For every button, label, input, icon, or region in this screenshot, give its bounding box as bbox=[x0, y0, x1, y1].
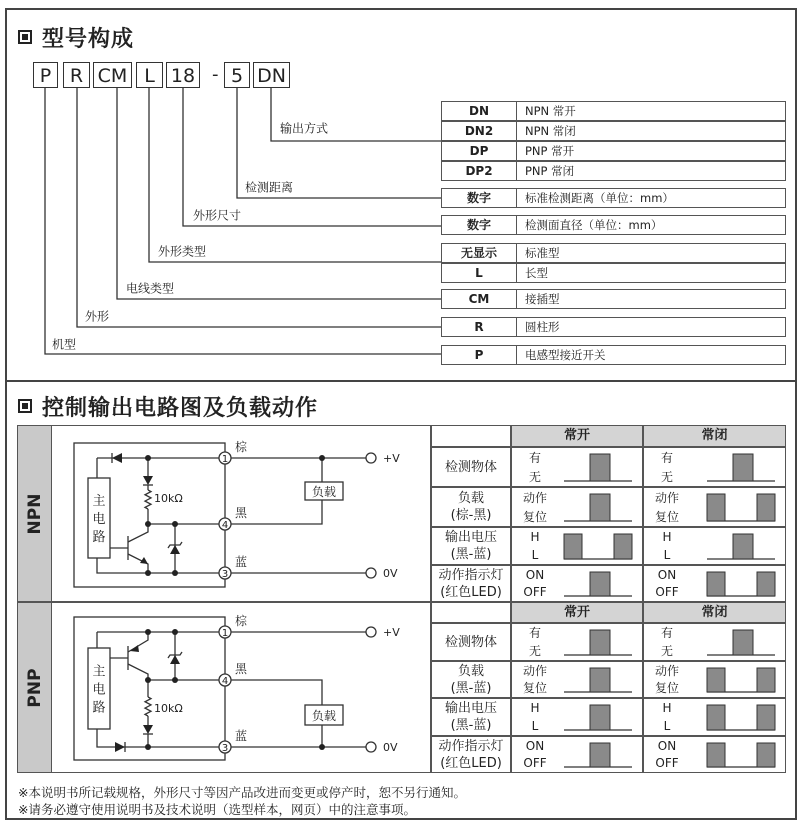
option-description: 电感型接近开关 bbox=[525, 348, 606, 362]
zener-diode-icon bbox=[170, 655, 180, 664]
wire-color-label: 蓝 bbox=[235, 729, 248, 743]
option-code: L bbox=[442, 264, 517, 282]
model-part-box: 5 bbox=[224, 62, 250, 88]
pin-number: 1 bbox=[221, 454, 229, 465]
load-label: 负载 bbox=[311, 485, 337, 499]
supply-label: 0V bbox=[383, 741, 398, 754]
state-label: H bbox=[530, 530, 540, 544]
state-label: H bbox=[662, 701, 672, 715]
state-label: 复位 bbox=[522, 681, 547, 696]
pin-number: 1 bbox=[221, 628, 229, 639]
junction-dot bbox=[319, 455, 325, 461]
junction-dot bbox=[172, 570, 178, 576]
model-part-box: 18 bbox=[166, 62, 200, 88]
undefined bbox=[231, 680, 322, 705]
model-group-label: 外形 bbox=[85, 309, 110, 324]
band-label: NPN bbox=[24, 493, 45, 534]
state-label: L bbox=[531, 719, 539, 733]
pin-number: 3 bbox=[221, 569, 229, 580]
option-code: DN2 bbox=[442, 122, 517, 140]
leader-line bbox=[183, 88, 441, 226]
row-label-line: 检测物体 bbox=[444, 634, 497, 650]
option-code: 数字 bbox=[442, 189, 517, 207]
normally-open-header: 常开 bbox=[511, 425, 643, 447]
state-label: L bbox=[663, 548, 671, 562]
state-label: 无 bbox=[660, 644, 673, 658]
state-label: 复位 bbox=[522, 509, 547, 524]
state-label: ON bbox=[657, 738, 677, 753]
state-label: L bbox=[531, 548, 539, 562]
model-part-box: R bbox=[63, 62, 90, 88]
leader-line bbox=[117, 88, 441, 299]
state-label: 动作 bbox=[522, 490, 547, 505]
junction-dot bbox=[145, 677, 151, 683]
row-label-line: 检测物体 bbox=[444, 459, 497, 475]
option-description: 接插型 bbox=[525, 292, 560, 306]
row-label-line: (红色LED) bbox=[440, 755, 502, 771]
wire-color-label: 棕 bbox=[235, 440, 248, 454]
diode-icon bbox=[143, 725, 153, 734]
row-label-line: (棕-黑) bbox=[450, 508, 492, 523]
wire-color-label: 黑 bbox=[235, 662, 248, 676]
state-label: L bbox=[663, 719, 671, 733]
option-description: NPN 常闭 bbox=[525, 124, 576, 138]
wire-color-label: 棕 bbox=[235, 614, 248, 628]
option-code: P bbox=[442, 346, 517, 364]
state-label: 有 bbox=[528, 450, 541, 465]
option-description: 检测面直径（单位：mm） bbox=[525, 218, 663, 232]
leader-line bbox=[45, 88, 441, 354]
main-circuit-label: 主 bbox=[92, 664, 106, 680]
state-label: H bbox=[530, 701, 540, 715]
junction-dot bbox=[172, 521, 178, 527]
resistor-label: 10kΩ bbox=[154, 702, 183, 715]
state-label: 有 bbox=[660, 626, 673, 640]
junction-dot bbox=[145, 455, 151, 461]
option-description: 长型 bbox=[525, 266, 548, 280]
row-label-line: 负载 bbox=[457, 491, 484, 506]
state-label: ON bbox=[525, 738, 545, 753]
supply-terminal-icon bbox=[366, 568, 376, 578]
state-label: 无 bbox=[528, 469, 541, 484]
main-circuit-label: 主 bbox=[92, 494, 106, 509]
transistor-collector bbox=[128, 664, 148, 680]
state-label: 复位 bbox=[654, 509, 679, 524]
supply-terminal-icon bbox=[366, 742, 376, 752]
option-description: 标准检测距离（单位：mm） bbox=[525, 191, 674, 205]
state-label: OFF bbox=[655, 585, 679, 600]
option-code: 无显示 bbox=[442, 244, 517, 262]
option-code: 数字 bbox=[442, 216, 517, 234]
option-code: DN bbox=[442, 102, 517, 120]
state-label: 无 bbox=[528, 644, 541, 658]
leader-line bbox=[77, 88, 441, 327]
resistor-icon bbox=[145, 490, 151, 509]
normally-open-header: 常开 bbox=[511, 602, 643, 623]
option-code: R bbox=[442, 318, 517, 336]
supply-label: 0V bbox=[383, 567, 398, 580]
junction-dot bbox=[172, 629, 178, 635]
transistor-collector bbox=[128, 524, 148, 542]
option-code: DP bbox=[442, 142, 517, 160]
model-part-box: L bbox=[136, 62, 163, 88]
option-description: PNP 常开 bbox=[525, 144, 575, 158]
model-group-label: 机型 bbox=[52, 337, 77, 352]
main-circuit-label: 路 bbox=[92, 530, 106, 545]
leader-line bbox=[237, 88, 441, 198]
diode-icon bbox=[112, 453, 122, 463]
model-part-box: CM bbox=[93, 62, 132, 88]
option-code: DP2 bbox=[442, 162, 517, 180]
row-label-line: 输出电压 bbox=[444, 530, 497, 545]
option-description: 标准型 bbox=[525, 246, 560, 260]
state-label: OFF bbox=[523, 756, 547, 771]
row-label-line: (黑-蓝) bbox=[450, 680, 492, 696]
model-part-box: DN bbox=[253, 62, 290, 88]
junction-dot bbox=[145, 521, 151, 527]
model-part-box: P bbox=[33, 62, 58, 88]
row-label-line: (红色LED) bbox=[440, 584, 502, 600]
normally-closed-header: 常闭 bbox=[643, 425, 786, 447]
wire-color-label: 黑 bbox=[235, 506, 248, 520]
load-label: 负载 bbox=[311, 709, 337, 723]
state-label: 动作 bbox=[654, 490, 679, 505]
state-label: OFF bbox=[523, 585, 547, 600]
supply-terminal-icon bbox=[366, 627, 376, 637]
supply-label: +V bbox=[383, 626, 400, 639]
row-label-line: 动作指示灯 bbox=[438, 567, 504, 583]
pin-number: 3 bbox=[221, 743, 229, 754]
state-label: 有 bbox=[660, 450, 673, 465]
junction-dot bbox=[145, 570, 151, 576]
row-label-line: 负载 bbox=[457, 663, 484, 679]
state-label: 动作 bbox=[654, 663, 679, 678]
option-description: NPN 常开 bbox=[525, 104, 576, 118]
state-label: 动作 bbox=[522, 663, 547, 678]
footnote-2: ※请务必遵守使用说明书及技术说明（选型样本，网页）中的注意事项。 bbox=[18, 802, 416, 817]
zener-diode-icon bbox=[170, 545, 180, 554]
state-label: H bbox=[662, 530, 672, 544]
state-label: ON bbox=[525, 567, 545, 582]
option-code: CM bbox=[442, 290, 517, 308]
model-group-label: 外形尺寸 bbox=[193, 208, 242, 223]
circuit-title-text: 控制输出电路图及负载动作 bbox=[42, 396, 319, 421]
junction-dot bbox=[172, 677, 178, 683]
model-dash: - bbox=[212, 64, 219, 85]
state-label: 无 bbox=[660, 469, 673, 484]
main-circuit-label: 路 bbox=[92, 700, 106, 716]
row-label-line: (黑-蓝) bbox=[450, 547, 492, 562]
leader-line bbox=[271, 88, 441, 141]
main-circuit-label: 电 bbox=[92, 682, 106, 698]
diode-icon bbox=[115, 742, 125, 752]
supply-terminal-icon bbox=[366, 453, 376, 463]
model-title-text: 型号构成 bbox=[42, 27, 135, 52]
state-label: 有 bbox=[528, 626, 541, 640]
resistor-label: 10kΩ bbox=[154, 492, 183, 505]
diode-icon bbox=[143, 476, 153, 485]
state-label: ON bbox=[657, 567, 677, 582]
state-label: OFF bbox=[655, 756, 679, 771]
model-group-label: 输出方式 bbox=[280, 121, 329, 136]
leader-line bbox=[149, 88, 441, 262]
option-description: 圆柱形 bbox=[525, 320, 560, 334]
undefined bbox=[97, 558, 219, 573]
supply-label: +V bbox=[383, 452, 400, 465]
row-label-line: 输出电压 bbox=[444, 701, 497, 716]
footnote-1: ※本说明书所记载规格，外形尺寸等因产品改进而变更或停产时，恕不另行通知。 bbox=[18, 785, 466, 800]
row-label-line: (黑-蓝) bbox=[450, 718, 492, 733]
normally-closed-header: 常闭 bbox=[643, 602, 786, 623]
state-label: 复位 bbox=[654, 681, 679, 696]
model-group-label: 外形类型 bbox=[158, 244, 207, 259]
model-group-label: 检测距离 bbox=[245, 180, 294, 195]
model-group-label: 电线类型 bbox=[126, 281, 175, 296]
option-description: PNP 常闭 bbox=[525, 164, 575, 178]
junction-dot bbox=[145, 744, 151, 750]
resistor-icon bbox=[145, 697, 151, 716]
emitter-arrow-icon bbox=[130, 645, 139, 652]
pin-number: 4 bbox=[221, 520, 229, 531]
wire-color-label: 蓝 bbox=[235, 555, 248, 569]
junction-dot bbox=[319, 744, 325, 750]
main-circuit-label: 电 bbox=[92, 512, 106, 527]
band-label: PNP bbox=[24, 667, 45, 708]
row-label-line: 动作指示灯 bbox=[438, 738, 504, 754]
pin-number: 4 bbox=[221, 676, 229, 687]
junction-dot bbox=[145, 629, 151, 635]
